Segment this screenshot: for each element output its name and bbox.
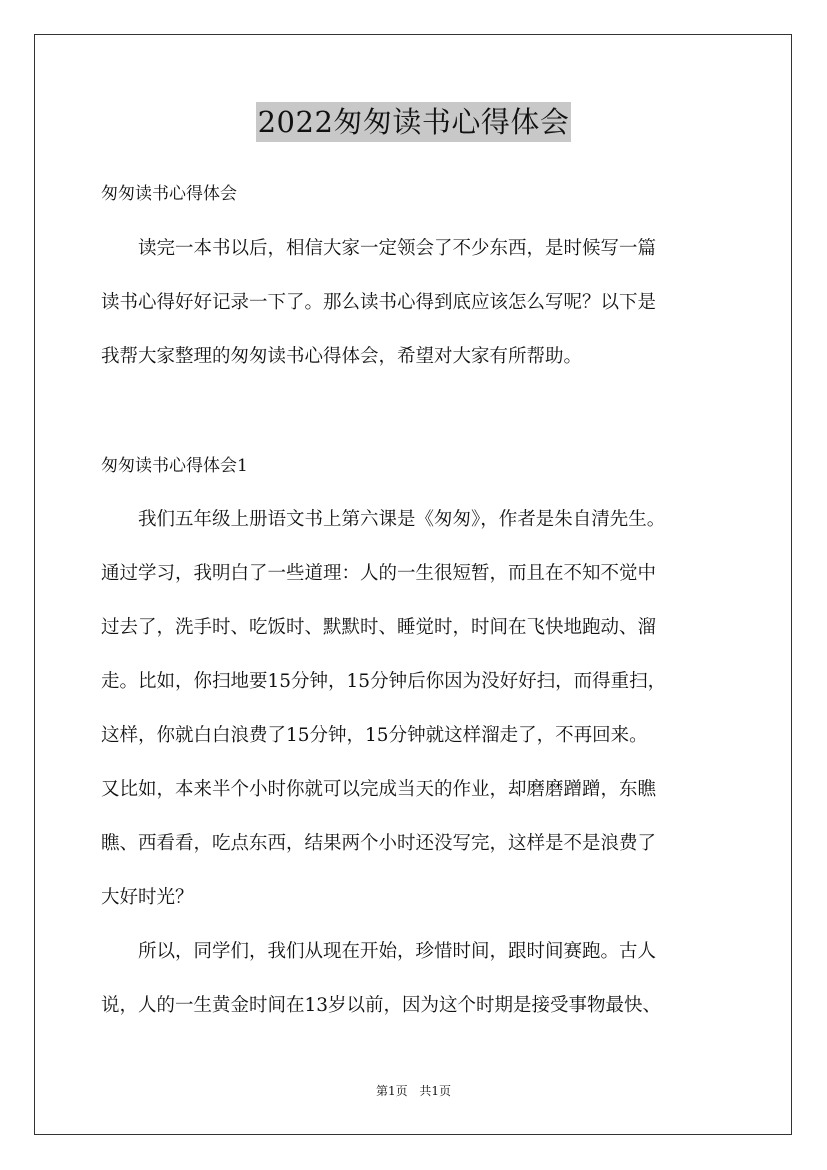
section-line: 又比如，本来半个小时你就可以完成当天的作业，却磨磨蹭蹭，东瞧 <box>101 779 657 800</box>
section-line: 通过学习，我明白了一些道理：人的一生很短暂，而且在不知不觉中 <box>101 563 657 584</box>
section-line: 瞧、西看看，吃点东西，结果两个小时还没写完，这样是不是浪费了 <box>101 833 657 854</box>
section-line: 说，人的一生黄金时间在13岁以前，因为这个时期是接受事物最快、 <box>101 995 662 1016</box>
section-line: 我们五年级上册语文书上第六课是《匆匆》，作者是朱自清先生。 <box>101 509 666 530</box>
subheading: 匆匆读书心得体会 <box>101 184 237 204</box>
section-line: 走。比如，你扫地要15分钟，15分钟后你因为没好好扫，而得重扫， <box>101 671 667 692</box>
page-footer <box>0 1083 827 1099</box>
document-title: 2022匆匆读书心得体会 <box>256 102 572 142</box>
title-container <box>0 102 827 142</box>
section-line: 过去了，洗手时、吃饭时、默默时、睡觉时，时间在飞快地跑动、溜 <box>101 617 657 638</box>
page-total: 共1页 <box>419 1084 452 1098</box>
intro-line: 读书心得好好记录一下了。那么读书心得到底应该怎么写呢？以下是 <box>101 292 657 313</box>
section-heading: 匆匆读书心得体会1 <box>101 456 248 476</box>
page-number: 第1页 <box>375 1084 408 1098</box>
section-line: 所以，同学们，我们从现在开始，珍惜时间，跟时间赛跑。古人 <box>101 941 657 962</box>
intro-line: 读完一本书以后，相信大家一定领会了不少东西，是时候写一篇 <box>101 238 657 259</box>
intro-line: 我帮大家整理的匆匆读书心得体会，希望对大家有所帮助。 <box>101 346 583 367</box>
section-line: 这样，你就白白浪费了15分钟，15分钟就这样溜走了，不再回来。 <box>101 725 648 746</box>
section-line: 大好时光？ <box>101 887 194 908</box>
